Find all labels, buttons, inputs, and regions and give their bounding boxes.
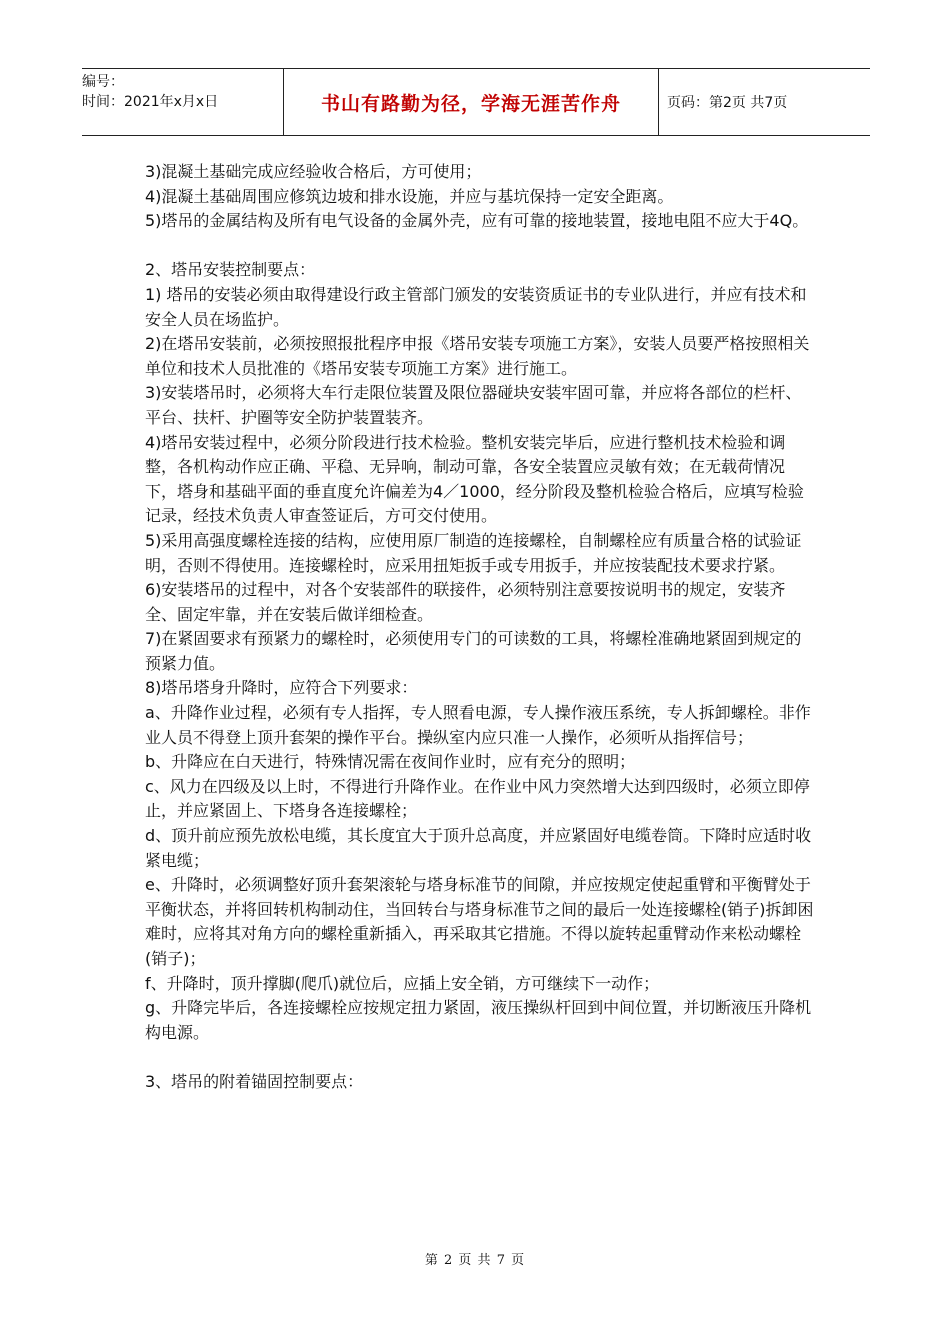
paragraph: a、升降作业过程，必须有专人指挥，专人照看电源，专人操作液压系统，专人拆卸螺栓。非作业人员不得登上顶升套架的操作平台。操纵室内应只准一人操作，必须听从指挥信号； [145, 703, 811, 747]
paragraph: 5)塔吊的金属结构及所有电气设备的金属外壳，应有可靠的接地装置，接地电阻不应大于4Q。 [145, 211, 809, 231]
paragraph: 2)在塔吊安装前，必须按照报批程序申报《塔吊安装专项施工方案》，安装人员要严格按照相关单位和技术人员批准的《塔吊安装专项施工方案》进行施工。 [145, 334, 810, 378]
paragraph: d、顶升前应预先放松电缆，其长度宜大于顶升总高度，并应紧固好电缆卷筒。下降时应适时收紧电缆； [145, 826, 812, 870]
paragraph: 7)在紧固要求有预紧力的螺栓时，必须使用专门的可读数的工具，将螺栓准确地紧固到规定的预紧力值。 [145, 629, 802, 673]
header-info-cell [82, 69, 284, 135]
serial-label: 编号： [82, 74, 124, 90]
page-header [82, 68, 870, 136]
paragraph: 1) 塔吊的安装必须由取得建设行政主管部门颁发的安装资质证书的专业队进行，并应有技术和安全人员在场监护。 [145, 284, 807, 329]
paragraph: f、升降时，顶升撑脚(爬爪)就位后，应插上安全销，方可继续下一动作； [145, 973, 660, 993]
blank-line [145, 1045, 815, 1070]
paragraph: 8)塔吊塔身升降时，应符合下列要求： [145, 678, 418, 698]
paragraph: 5)采用高强度螺栓连接的结构，应使用原厂制造的连接螺栓，自制螺栓应有质量合格的试验证明，否则不得使用。连接螺栓时，应采用扭矩扳手或专用扳手，并应按装配技术要求拧紧。 [145, 530, 802, 575]
paragraph: 3)混凝土基础完成应经验收合格后，方可使用； [145, 162, 482, 181]
blank-line [145, 234, 815, 259]
paragraph: 4)塔吊安装过程中，必须分阶段进行技术检验。整机安装完毕后，应进行整机技术检验和调整，各机构动作应正确、平稳、无异响，制动可靠，各安全装置应灵敏有效；在无载荷情况下，塔身和基础平面的垂直度允许偏差为4／1000，经分阶段及整机检验合格后，应填写检验记录，经技术负责人审查签证后，方可交付使用。 [145, 432, 804, 526]
paragraph: g、升降完毕后，各连接螺栓应按规定扭力紧固，液压操纵杆回到中间位置，并切断液压升降机构电源。 [145, 998, 812, 1042]
document-body [145, 160, 815, 1095]
paragraph: 3)安装塔吊时，必须将大车行走限位装置及限位器碰块安装牢固可靠，并应将各部位的栏杆、平台、扶杆、护圈等安全防护装置装齐。 [145, 383, 802, 427]
paragraph: 3、塔吊的附着锚固控制要点： [145, 1071, 364, 1091]
page-footer: 第 2 页 共 7 页 [424, 1253, 526, 1268]
header-page-cell [659, 69, 870, 135]
paragraph: b、升降应在白天进行，特殊情况需在夜间作业时，应有充分的照明； [145, 752, 636, 772]
paragraph: 6)安装塔吊的过程中，对各个安装部件的联接件，必须特别注意要按说明书的规定，安装齐全、固定牢靠，并在安装后做详细检查。 [145, 580, 786, 624]
paragraph: 2、塔吊安装控制要点： [145, 260, 316, 280]
motto-text: 书山有路勤为径，学海无涯苦作舟 [320, 92, 621, 115]
time-label: 时间：2021年x月x日 [82, 94, 219, 110]
paragraph: e、升降时，必须调整好顶升套架滚轮与塔身标准节的间隙，并应按规定使起重臂和平衡臂处于平衡状态，并将回转机构制动住，当回转台与塔身标准节之间的最后一处连接螺栓(销子)拆卸困难时，应将其对角方向的螺栓重新插入，再采取其它措施。不得以旋转起重臂动作来松动螺栓(销子)； [145, 875, 814, 968]
paragraph: 4)混凝土基础周围应修筑边坡和排水设施，并应与基坑保持一定安全距离。 [145, 186, 674, 206]
paragraph: c、风力在四级及以上时，不得进行升降作业。在作业中风力突然增大达到四级时，必须立即停止，并应紧固上、下塔身各连接螺栓； [145, 776, 810, 821]
page-label: 页码：第2页 共7页 [667, 95, 788, 111]
header-motto-cell [284, 69, 659, 135]
